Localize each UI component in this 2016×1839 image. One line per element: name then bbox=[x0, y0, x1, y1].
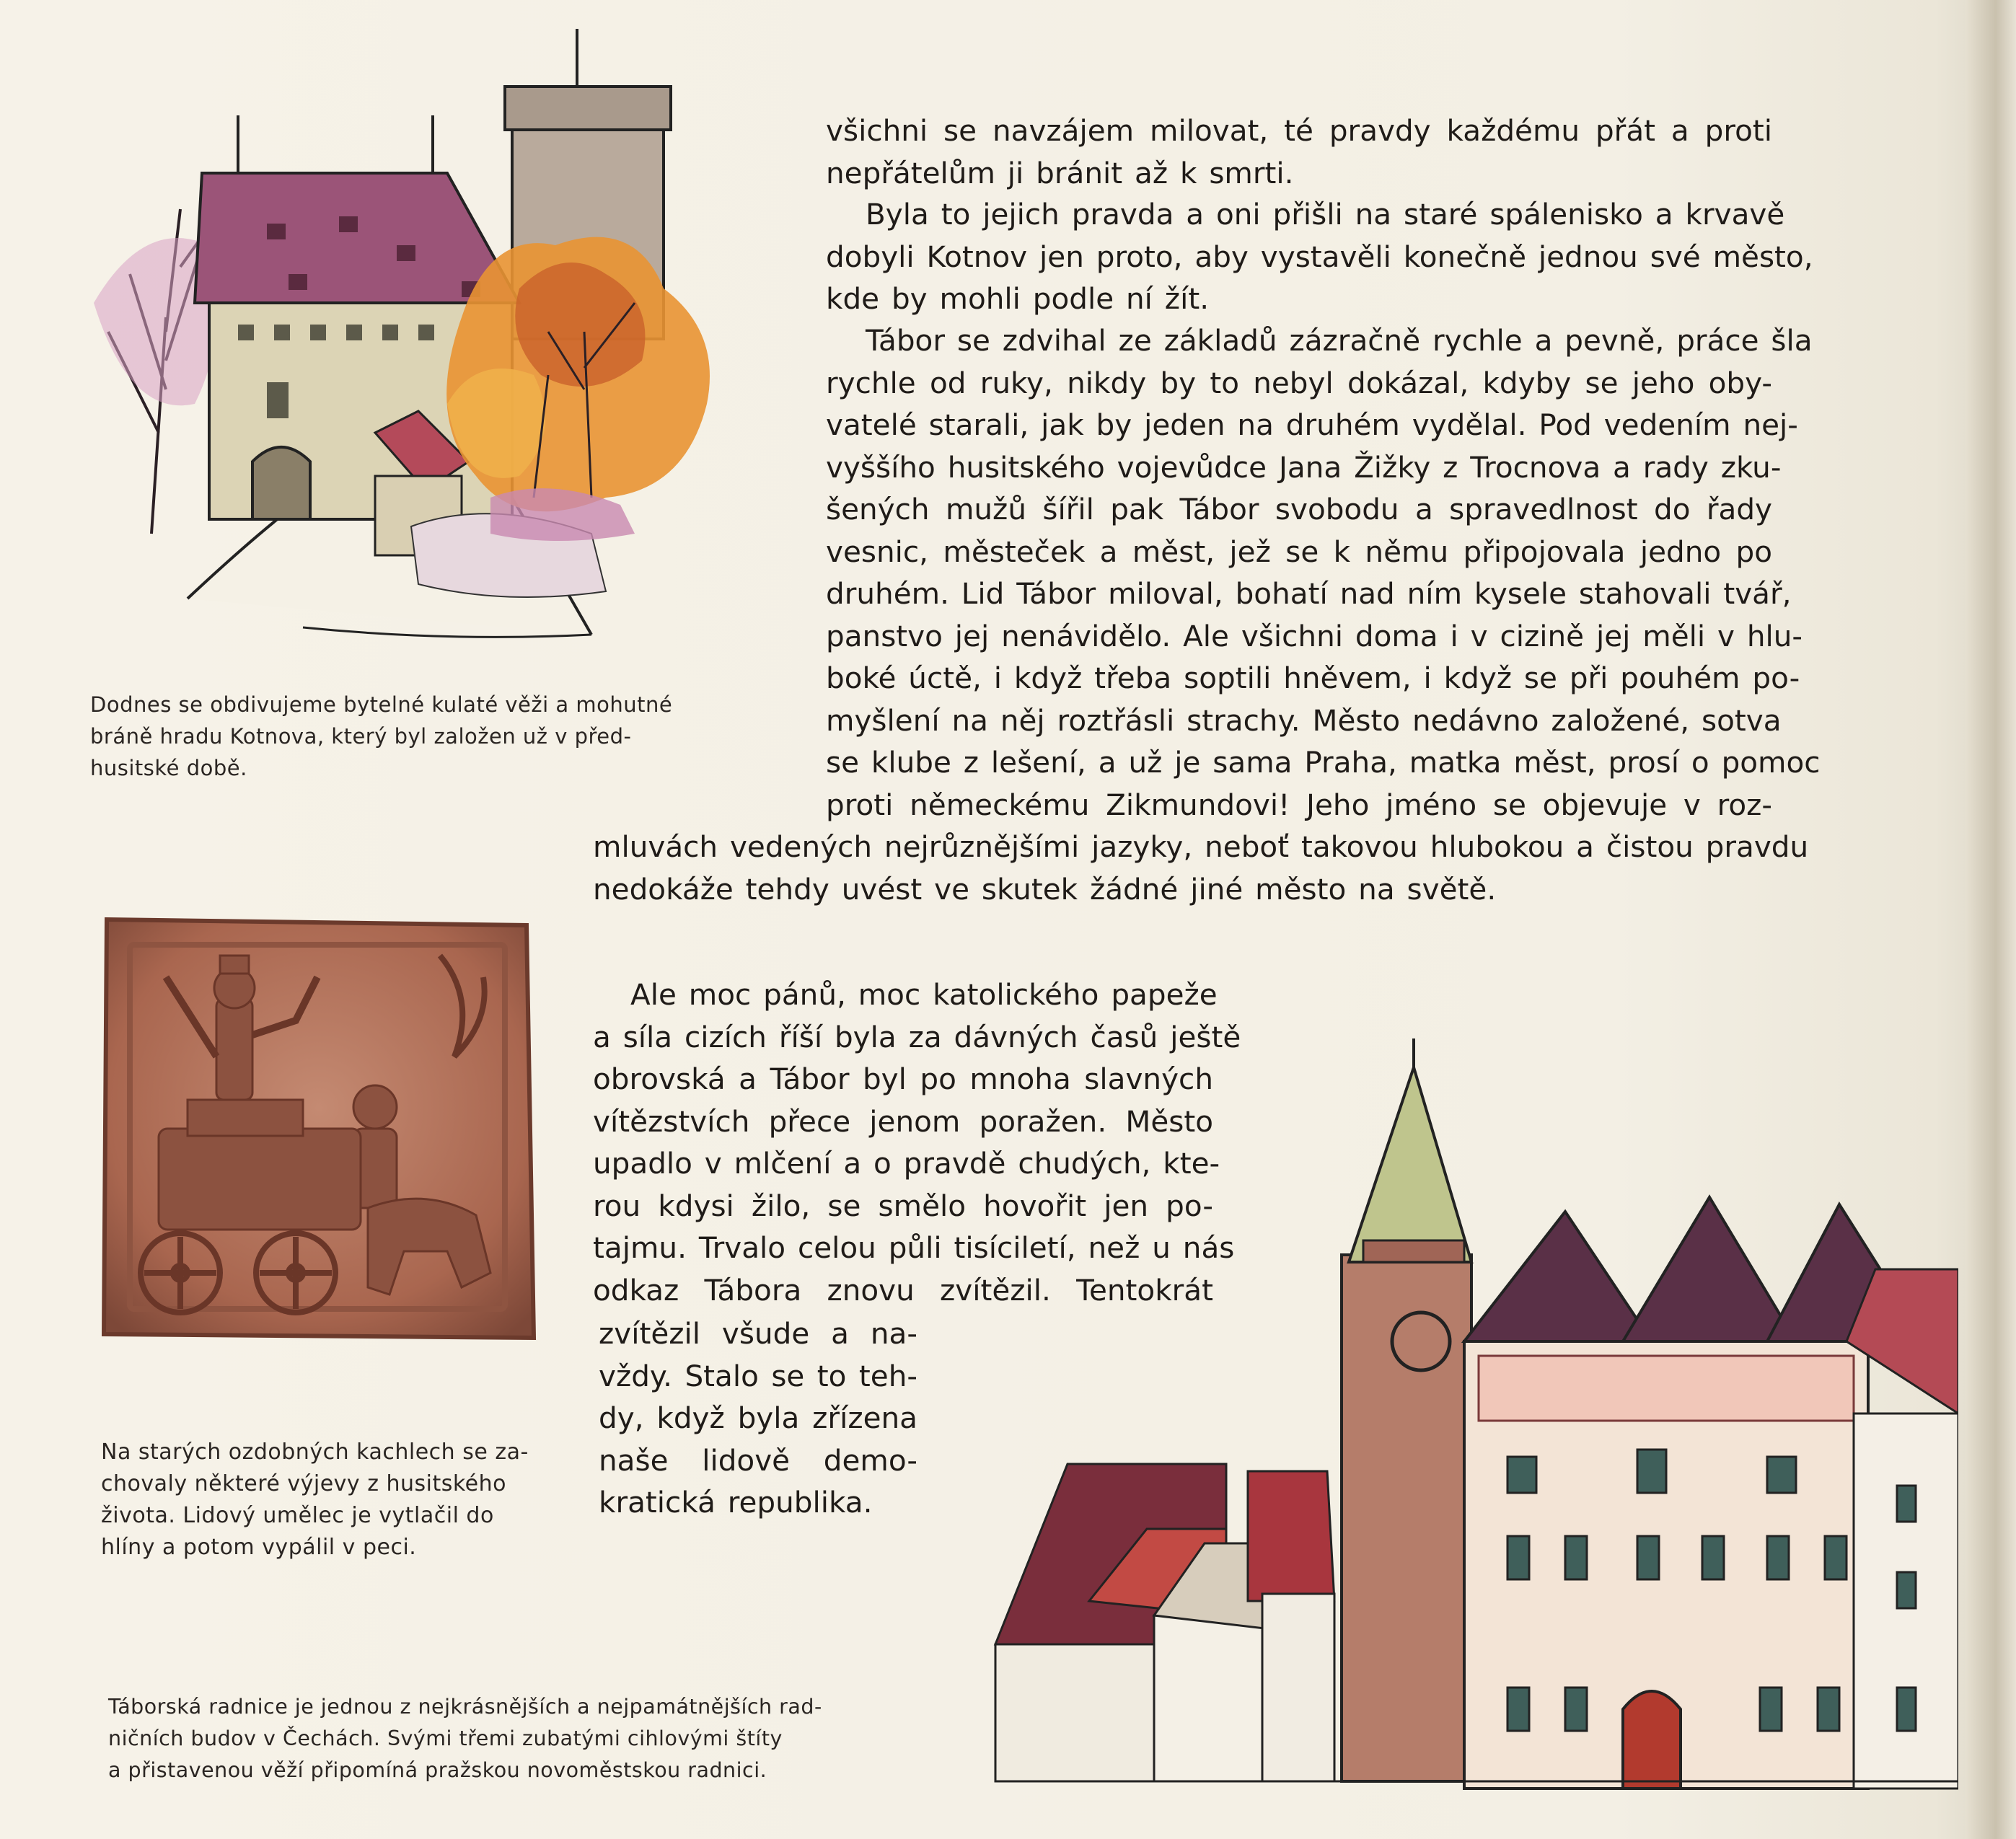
text-line: tajmu. Trvalo celou půli tisíciletí, než u nás bbox=[593, 1230, 1235, 1265]
text-line: dy, když byla zřízena bbox=[599, 1401, 917, 1435]
caption-line: hlíny a potom vypálil v peci. bbox=[101, 1535, 417, 1560]
caption-line: ničních budov v Čechách. Svými třemi zubatými cihlovými štíty bbox=[108, 1726, 783, 1750]
stove-tile-relief-image bbox=[101, 912, 537, 1345]
caption-line: Dodnes se obdivujeme bytelné kulaté věži a mohutné bbox=[90, 692, 673, 717]
paragraph bbox=[826, 110, 1772, 194]
text-line: rychle od ruky, nikdy by to nebyl dokázal, kdyby se jeho oby- bbox=[826, 365, 1772, 400]
text-line: naše lidově demo- bbox=[599, 1442, 917, 1478]
caption-line: života. Lidový umělec je vytlačil do bbox=[101, 1503, 494, 1528]
text-line: proti německému Zikmundovi! Jeho jméno se objevuje v roz- bbox=[826, 787, 1772, 822]
text-line: Tábor se zdvihal ze základů zázračně rychle a pevně, práce šla bbox=[866, 323, 1813, 358]
text-line: nedokáže tehdy uvést ve skutek žádné jiné město na světě. bbox=[593, 871, 1497, 907]
paragraph bbox=[599, 1313, 917, 1524]
paragraph bbox=[593, 826, 1809, 910]
caption-line: Na starých ozdobných kachlech se za- bbox=[101, 1439, 529, 1465]
text-line: myšlení na něj roztřásli strachy. Město nedávno založené, sotva bbox=[826, 702, 1782, 738]
text-line: se klube z lešení, a už je sama Praha, matka měst, prosí o pomoc bbox=[826, 745, 1821, 780]
townhall-caption bbox=[108, 1691, 995, 1786]
kotnov-caption bbox=[90, 689, 725, 784]
caption-line: chovaly některé výjevy z husitského bbox=[101, 1471, 506, 1496]
text-line: a síla cizích říší byla za dávných časů ještě bbox=[593, 1019, 1241, 1054]
text-line: kratická republika. bbox=[599, 1485, 873, 1520]
text-line: odkaz Tábora znovu zvítězil. Tentokrát bbox=[593, 1272, 1213, 1307]
page-fold-shadow bbox=[1966, 0, 2016, 1839]
text-line: panstvo jej nenávidělo. Ale všichni doma i v cizině jej měli v hlu- bbox=[826, 618, 1803, 653]
text-line: mluvách vedených nejrůznějšími jazyky, neboť takovou hlubokou a čistou pravdu bbox=[593, 829, 1809, 864]
caption-line: bráně hradu Kotnova, který byl založen už v před- bbox=[90, 724, 632, 749]
text-line: zvítězil všude a na- bbox=[599, 1316, 917, 1351]
text-line: vždy. Stalo se to teh- bbox=[599, 1358, 917, 1393]
text-line: Byla to jejich pravda a oni přišli na staré spálenisko a krvavě bbox=[866, 197, 1785, 231]
text-line: vesnic, městeček a měst, jež se k němu připojovala jedno po bbox=[826, 534, 1772, 569]
text-line: nepřátelům ji bránit až k smrti. bbox=[826, 155, 1294, 190]
paragraph bbox=[593, 974, 1241, 1311]
caption-line: husitské době. bbox=[90, 756, 247, 780]
text-line: boké úctě, i když třeba soptili hněvem, i když se při pouhém po- bbox=[826, 661, 1800, 695]
kotnov-castle-illustration bbox=[87, 29, 736, 642]
tile-caption bbox=[101, 1437, 563, 1564]
text-line: Ale moc pánů, moc katolického papeže bbox=[630, 977, 1218, 1012]
text-line: vyššího husitského vojevůdce Jana Žižky z Trocnova a rady zku- bbox=[826, 449, 1782, 485]
text-line: druhém. Lid Tábor miloval, bohatí nad ním kysele stahovali tvář, bbox=[826, 576, 1792, 611]
text-line: vítězstvích přece jenom poražen. Město bbox=[593, 1103, 1213, 1139]
paragraph bbox=[826, 193, 1813, 320]
text-line: vatelé starali, jak by jeden na druhém vydělal. Pod vedením nej- bbox=[826, 407, 1798, 442]
text-line: šených mužů šířil pak Tábor svobodu a spravedlnost do řady bbox=[826, 492, 1772, 526]
text-line: dobyli Kotnov jen proto, aby vystavěli konečně jednou své město, bbox=[826, 239, 1813, 274]
text-line: kde by mohli podle ní žít. bbox=[826, 281, 1210, 316]
text-line: obrovská a Tábor byl po mnoha slavných bbox=[593, 1062, 1213, 1096]
text-line: upadlo v mlčení a o pravdě chudých, kte- bbox=[593, 1146, 1220, 1181]
caption-line: Táborská radnice je jednou z nejkrásnějších a nejpamátnějších rad- bbox=[108, 1695, 822, 1719]
text-line: všichni se navzájem milovat, té pravdy každému přát a proti bbox=[826, 113, 1772, 148]
caption-line: a přistavenou věží připomíná pražskou novoměstskou radnici. bbox=[108, 1758, 767, 1782]
text-line: rou kdysi žilo, se smělo hovořit jen po- bbox=[593, 1188, 1213, 1223]
paragraph bbox=[826, 319, 1821, 826]
